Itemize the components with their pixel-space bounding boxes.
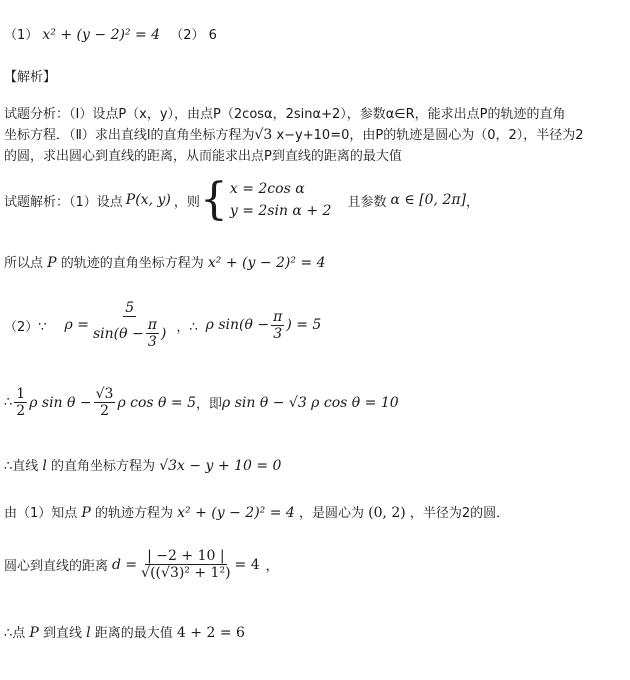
line-cartesian-equation: ∴直线 l 的直角坐标方程为 √3x − y + 10 = 0 xyxy=(4,458,282,474)
solution-setup: 试题解析：（1）设点 P(x, y) ，则 { x = 2cos α y = 2sin α + 2 且参数 α ∈ [0, 2π] ， xyxy=(4,174,480,226)
system-line-y: y = 2sin α + 2 xyxy=(229,203,332,220)
line-equation: √3x − y + 10 = 0 xyxy=(159,458,282,474)
sqrt3-inline: √3 xyxy=(254,127,273,143)
final-answer-line: ∴点 P 到直线 l 距离的最大值 4 + 2 = 6 xyxy=(4,625,245,641)
analysis-line-2: 坐标方程．（Ⅱ）求出直线l的直角坐标方程为√3 x−y+10=0，由P的轨迹是圆心为（0，2），半径为2 xyxy=(4,127,584,143)
locus-equation: x² + (y − 2)² = 4 xyxy=(207,255,326,271)
parametric-system xyxy=(199,174,332,226)
part1-label: （1） xyxy=(4,28,39,43)
answer-line xyxy=(4,24,217,43)
part2-value: 6 xyxy=(208,28,217,43)
analysis-line-3: 的圆，求出圆心到直线的距离，从而能求出点P到直线的距离的最大值 xyxy=(4,149,402,164)
final-value: 4 + 2 = 6 xyxy=(176,625,245,641)
expanded-equation-line: ∴ $\frac{1}{2}$ ρ sin θ − $\frac{√3}{2}$ ρ cos θ = 5 ，即 ρ sin θ − √3 ρ cos θ = 10 xyxy=(4,386,399,420)
distance-line: 圆心到直线的距离 d = $\frac{| -2 + 10 |}{\text{√((√3)² + 1²)}}$ = 4 ， xyxy=(4,548,279,582)
analysis-line-1: 试题分析：（Ⅰ）设点P（x，y），由点P（2cosα，2sinα+2），参数α∈R，能求出点P的轨迹的直角 xyxy=(4,107,566,122)
system-line-x: x = 2cos α xyxy=(229,181,305,197)
part1-equation: x² + (y − 2)² = 4 xyxy=(42,27,161,43)
point-p: P(x, y) xyxy=(125,192,171,209)
part2-label: （2） xyxy=(170,28,205,43)
param-range: α ∈ [0, 2π] xyxy=(390,192,467,209)
locus-equation-line: 所以点 P 的轨迹的直角坐标方程为 x² + (y − 2)² = 4 xyxy=(4,255,326,271)
left-brace: { xyxy=(199,174,228,226)
distance-fraction: $\frac{| -2 + 10 |}{\text{√((√3)² + 1²)}}$ xyxy=(141,548,231,582)
polar-equation-line: （2）∵ ρ = 5 sin(θ − $\frac{\pi}{3}$ ) ，∴ ρ sin(θ − $\frac{\pi}{3}$ ) = 5 xyxy=(4,300,322,351)
rho-fraction: 5 sin(θ − $\frac{\pi}{3}$ ) xyxy=(92,300,167,351)
analysis-heading: 【解析】 xyxy=(4,70,57,85)
circle-restate-line: 由（1）知点 P 的轨迹方程为 x² + (y − 2)² = 4 ，是圆心为 (0, 2) ，半径为2的圆． xyxy=(4,505,510,521)
